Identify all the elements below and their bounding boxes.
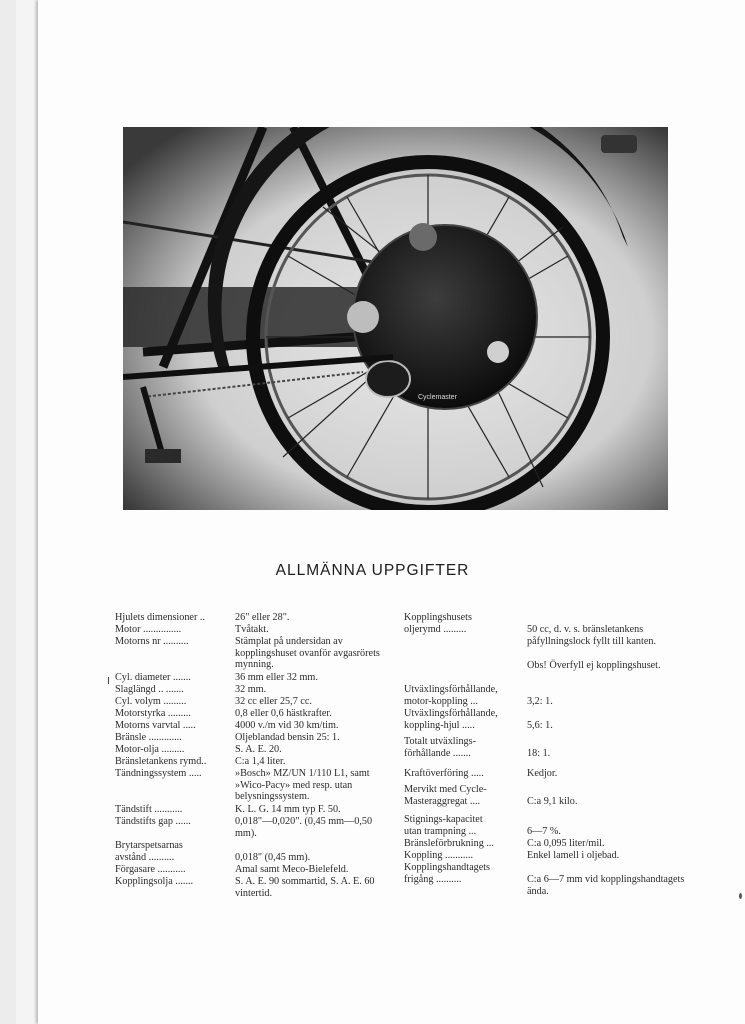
- spec-label: Kopplingshandtagets: [404, 862, 491, 873]
- spec-label: Motorns varvtal .....: [115, 720, 196, 731]
- spec-list-left: [115, 612, 400, 912]
- motor-badge-text: Cyclemaster: [418, 394, 457, 401]
- spec-label: Cyl. volym .........: [115, 696, 187, 707]
- wheel-photo: [123, 127, 668, 510]
- spec-label: Kopplingsolja .......: [115, 876, 194, 887]
- spec-label: Förgasare ...........: [115, 864, 186, 875]
- spec-value: S. A. E. 20.: [235, 744, 282, 755]
- spec-value: 0,018"—0,020". (0,45 mm—0,50 mm).: [235, 816, 373, 839]
- spec-label: Masteraggregat ....: [404, 796, 481, 807]
- spec-label: Hjulets dimensioner ..: [115, 612, 205, 623]
- spec-label: Tändningssystem .....: [115, 768, 202, 779]
- spec-value: 4000 v./m vid 30 km/tim.: [235, 720, 339, 731]
- spec-value: C:a 9,1 kilo.: [527, 796, 578, 807]
- spec-label: Slaglängd .. .......: [115, 684, 184, 695]
- spec-label: Tändstift ...........: [115, 804, 183, 815]
- spec-label: Brytarspetsarnas: [115, 840, 183, 851]
- spec-label: frigång ..........: [404, 874, 462, 885]
- spec-label: Utväxlingsförhållande,: [404, 708, 498, 719]
- spec-label: Motor-olja .........: [115, 744, 185, 755]
- spec-label: motor-koppling ...: [404, 696, 478, 707]
- spec-label: avstånd ..........: [115, 852, 175, 863]
- spec-label: Mervikt med Cycle-: [404, 784, 487, 795]
- spec-value: 36 mm eller 32 mm.: [235, 672, 318, 683]
- spec-value: Tvåtakt.: [235, 624, 269, 635]
- spec-value: C:a 0,095 liter/mil.: [527, 838, 605, 849]
- spec-label: Bränsletankens rymd..: [115, 756, 207, 767]
- spec-value: »Bosch» MZ/UN 1/110 L1, samt »Wico-Pacy» med resp. utan belysningssystem.: [235, 768, 370, 803]
- spec-value: Enkel lamell i oljebad.: [527, 850, 620, 861]
- page-edge-middle: [16, 0, 39, 1024]
- spec-label: Bränsle .............: [115, 732, 182, 743]
- spec-value: C:a 6—7 mm vid kopplingshandtagets ända.: [527, 874, 685, 897]
- spec-label: Kraftöverföring .....: [404, 768, 484, 779]
- spec-label: Motor ...............: [115, 624, 182, 635]
- spec-value: 32 cc eller 25,7 cc.: [235, 696, 312, 707]
- spec-value: Kedjor.: [527, 768, 558, 779]
- spec-label: Tändstifts gap ......: [115, 816, 191, 827]
- spec-value: 26" eller 28".: [235, 612, 290, 623]
- spec-value: S. A. E. 90 sommartid, S. A. E. 60 vintertid.: [235, 876, 375, 899]
- spec-value: Obs! Överfyll ej kopplingshuset.: [527, 660, 661, 671]
- spec-value: 5,6: 1.: [527, 720, 553, 731]
- spec-value: 18: 1.: [527, 748, 551, 759]
- spec-label: koppling-hjul .....: [404, 720, 475, 731]
- spec-label: Kopplingshusets: [404, 612, 472, 623]
- spec-value: Oljeblandad bensin 25: 1.: [235, 732, 340, 743]
- spec-label: Totalt utväxlings-: [404, 736, 477, 747]
- spec-value: 6—7 %.: [527, 826, 561, 837]
- page-title: ALLMÄNNA UPPGIFTER: [275, 562, 470, 579]
- spec-value: Amal samt Meco-Bielefeld.: [235, 864, 349, 875]
- spec-label: Koppling ...........: [404, 850, 474, 861]
- page-edge-back: [0, 0, 17, 1024]
- spec-value: 0,8 eller 0,6 hästkrafter.: [235, 708, 332, 719]
- spec-label: Motorstyrka .........: [115, 708, 191, 719]
- spec-label: förhållande .......: [404, 748, 471, 759]
- spec-value: C:a 1,4 liter.: [235, 756, 286, 767]
- spec-label: Cyl. diameter .......: [115, 672, 191, 683]
- spec-list-right: [404, 612, 704, 912]
- spec-value: 0,018" (0,45 mm).: [235, 852, 311, 863]
- spec-label: Utväxlingsförhållande,: [404, 684, 498, 695]
- spec-label: Bränsleförbrukning ...: [404, 838, 494, 849]
- cyclemaster-wheel-illustration: [123, 127, 668, 510]
- spec-value: K. L. G. 14 mm typ F. 50.: [235, 804, 341, 815]
- spec-label: oljerymd .........: [404, 624, 467, 635]
- page-speck: [739, 893, 742, 899]
- margin-mark: [108, 677, 109, 684]
- spec-value: 50 cc, d. v. s. bränsletankens påfyllningslock fyllt till kanten.: [527, 624, 657, 647]
- spec-label: Stignings-kapacitet: [404, 814, 483, 825]
- spec-value: 32 mm.: [235, 684, 267, 695]
- spec-label: Motorns nr ..........: [115, 636, 189, 647]
- spec-value: Stämplat på undersidan av kopplingshuset ovanför avgasrörets mynning.: [235, 636, 380, 671]
- spec-label: utan trampning ...: [404, 826, 477, 837]
- spec-value: 3,2: 1.: [527, 696, 553, 707]
